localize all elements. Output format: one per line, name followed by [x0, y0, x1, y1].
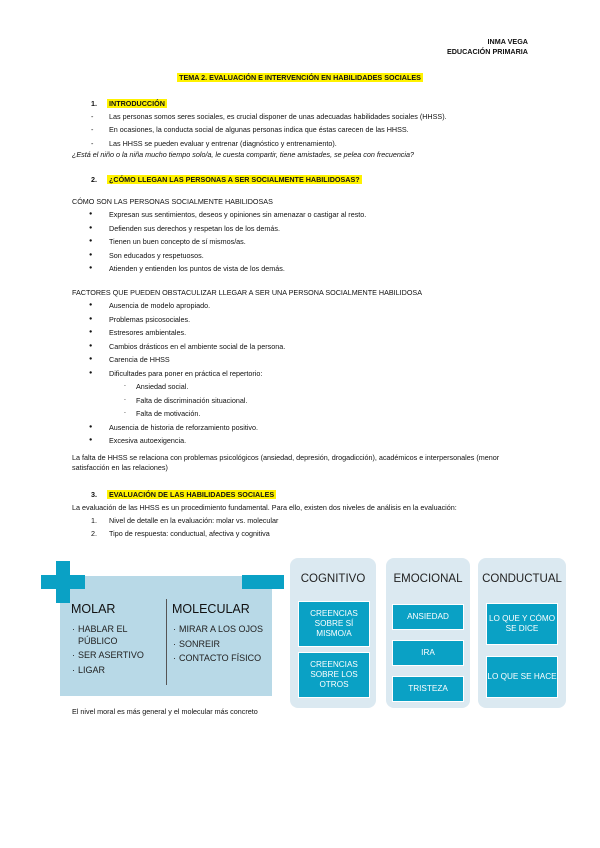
list-item: · SONREIR	[173, 639, 273, 651]
section-1-question: ¿Está el niño o la niña mucho tiempo solo/a, le cuesta compartir, tiene amistades, se pelea con frecuencia?	[72, 150, 414, 159]
list-item: - Las HHSS se pueden evaluar y entrenar (diagnóstico y entrenamiento).	[91, 139, 531, 148]
list-item: · SER ASERTIVO	[72, 650, 164, 662]
list-item: ● Excesiva autoexigencia.	[88, 436, 528, 445]
tile-creencias-otros: CREENCIAS SOBRE LOS OTROS	[298, 652, 370, 698]
section-1-list	[91, 112, 531, 152]
sub-list-item: - Falta de motivación.	[88, 409, 528, 418]
section-3-heading: 3. EVALUACIÓN DE LAS HABILIDADES SOCIALES	[91, 490, 275, 499]
list-item: · HABLAR EL PÚBLICO	[72, 624, 164, 647]
list-item: · LIGAR	[72, 665, 164, 677]
molecular-list	[173, 624, 273, 668]
minus-decoration-icon	[242, 575, 284, 589]
molar-title: MOLAR	[71, 602, 116, 616]
list-item: ● Expresan sus sentimientos, deseos y opiniones sin amenazar o castigar al resto.	[88, 210, 528, 219]
tile-lo-que-se-dice: LO QUE Y CÓMO SE DICE	[486, 603, 558, 645]
list-item: - En ocasiones, la conducta social de algunas personas indica que éstas carecen de las HHSS.	[91, 125, 531, 134]
list-item: · MIRAR A LOS OJOS	[173, 624, 273, 636]
section-3-list	[91, 516, 511, 543]
list-item-label: Dificultades para poner en práctica el repertorio:	[109, 368, 263, 378]
sub-list	[88, 382, 528, 418]
molar-list	[72, 624, 164, 680]
sub-list-item: - Falta de discriminación situacional.	[88, 396, 528, 405]
list-item: ● Tienen un buen concepto de sí mismos/as.	[88, 237, 528, 246]
author-name: INMA VEGA	[487, 37, 528, 46]
page-header	[447, 37, 528, 56]
list-item: 1. Nivel de detalle en la evaluación: molar vs. molecular	[91, 516, 279, 525]
sub-list-item: - Ansiedad social.	[88, 382, 528, 391]
list-item: ● Son educados y respetuosos.	[88, 251, 528, 260]
conductual-title: CONDUCTUAL	[482, 573, 562, 585]
subsection-heading: FACTORES QUE PUEDEN OBSTACULIZAR LLEGAR A SER UNA PERSONA SOCIALMENTE HABILIDOSA	[72, 288, 423, 297]
list-item: ● Cambios drásticos en el ambiente social de la persona.	[88, 342, 528, 351]
list-item: ● Defienden sus derechos y respetan los de los demás.	[88, 224, 528, 233]
list-item: ● Carencia de HHSS	[88, 355, 528, 364]
course-name: EDUCACIÓN PRIMARIA	[446, 46, 528, 56]
section-2-note: La falta de HHSS se relaciona con problemas psicológicos (ansiedad, depresión, drogadicción), académicos e interpersonales (menor satisfacción en las relaciones)	[72, 453, 500, 473]
emocional-title: EMOCIONAL	[393, 573, 463, 585]
molecular-title: MOLECULAR	[172, 602, 250, 616]
document-title	[0, 73, 600, 82]
cognitivo-title: COGNITIVO	[300, 573, 366, 585]
title-text: TEMA 2. EVALUACIÓN E INTERVENCIÓN EN HABILIDADES SOCIALES	[179, 73, 421, 82]
list-item: ● Atienden y entienden los puntos de vista de los demás.	[88, 264, 528, 273]
diagram-caption: El nivel moral es más general y el molecular más concreto	[72, 707, 258, 716]
list-item: ● Estresores ambientales.	[88, 328, 528, 337]
section-2-heading: 2. ¿CÓMO LLEGAN LAS PERSONAS A SER SOCIALMENTE HABILIDOSAS?	[91, 175, 360, 184]
list-item: · CONTACTO FÍSICO	[173, 653, 273, 665]
section-1-heading: 1. INTRODUCCIÓN	[91, 99, 165, 108]
tile-lo-que-se-hace: LO QUE SE HACE	[486, 656, 558, 698]
panel-divider	[166, 599, 167, 685]
tile-ira: IRA	[392, 640, 464, 666]
list-item: ● Ausencia de historia de reforzamiento positivo.	[88, 423, 528, 432]
habilidosas-list	[88, 210, 528, 278]
list-item	[88, 369, 528, 419]
plus-decoration-icon	[41, 575, 85, 589]
list-item: - Las personas somos seres sociales, es crucial disponer de unas adecuadas habilidades sociales (HHSS).	[91, 112, 531, 121]
tile-tristeza: TRISTEZA	[392, 676, 464, 702]
list-item: ● Ausencia de modelo apropiado.	[88, 301, 528, 310]
list-item: 2. Tipo de respuesta: conductual, afectiva y cognitiva	[91, 529, 270, 539]
list-item: ● Problemas psicosociales.	[88, 315, 528, 324]
section-3-intro: La evaluación de las HHSS es un procedimiento fundamental. Para ello, existen dos niveles de análisis en la evaluación:	[72, 503, 457, 512]
tile-creencias-si-mismo: CREENCIAS SOBRE SÍ MISMO/A	[298, 601, 370, 647]
subsection-heading: CÓMO SON LAS PERSONAS SOCIALMENTE HABILIDOSAS	[72, 197, 273, 206]
factores-list	[88, 301, 528, 450]
tile-ansiedad: ANSIEDAD	[392, 604, 464, 630]
